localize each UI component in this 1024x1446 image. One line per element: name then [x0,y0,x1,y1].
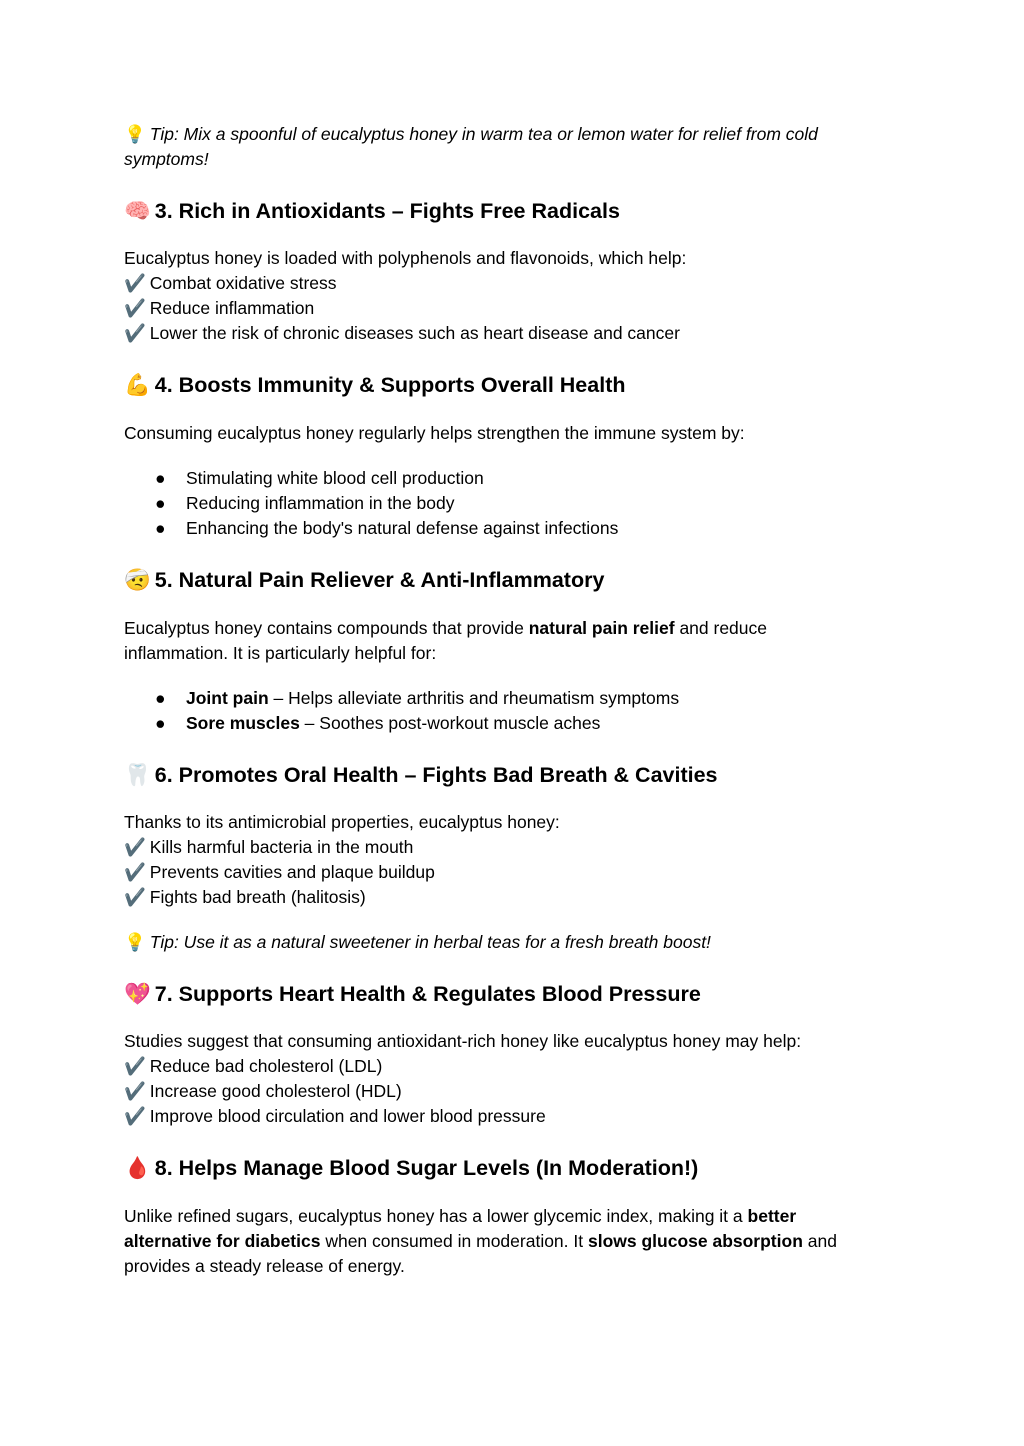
check-mark-icon: ✔️ [124,862,146,882]
paragraph: Eucalyptus honey is loaded with polyphenols and flavonoids, which help: [124,248,687,268]
section-heading-antioxidants [124,197,914,225]
check-item: ✔️ Reduce inflammation [124,298,315,318]
tip-text: Tip: Mix a spoonful of eucalyptus honey in warm tea or lemon water for relief from cold [149,124,818,144]
section-title: 6. Promotes Oral Health – Fights Bad Breath & Cavities [154,763,718,787]
check-item: ✔️ Reduce bad cholesterol (LDL) [124,1056,383,1076]
section-body-oral-health [124,810,914,910]
section-body-heart-health [124,1029,914,1129]
section-heading-pain-relief [124,566,914,594]
check-item: ✔️ Combat oxidative stress [124,273,337,293]
bullet-icon: ● [155,468,166,488]
section-heading-oral-health [124,761,914,789]
bullet-list-pain [124,686,914,736]
list-item: ● Stimulating white blood cell production [124,466,914,491]
paragraph: Studies suggest that consuming antioxidant-rich honey like eucalyptus honey may help: [124,1031,802,1051]
check-item: ✔️ Prevents cavities and plaque buildup [124,862,435,882]
tip-text: Tip: Use it as a natural sweetener in herbal teas for a fresh breath boost! [149,932,711,952]
paragraph: Thanks to its antimicrobial properties, eucalyptus honey: [124,812,560,832]
brain-icon: 🧠 [124,199,151,223]
head-bandage-icon: 🤕 [124,568,151,592]
check-item: ✔️ Lower the risk of chronic diseases such as heart disease and cancer [124,323,680,343]
bullet-icon: ● [155,713,166,733]
check-mark-icon: ✔️ [124,1106,146,1126]
section-body-antioxidants [124,246,914,346]
list-item: ● Joint pain – Helps alleviate arthritis and rheumatism symptoms [124,686,914,711]
check-mark-icon: ✔️ [124,1056,146,1076]
bullet-icon: ● [155,493,166,513]
sparkling-heart-icon: 💖 [124,982,151,1006]
list-item: ● Sore muscles – Soothes post-workout muscle aches [124,711,914,736]
section-heading-blood-sugar [124,1154,914,1182]
section-heading-immunity [124,371,914,399]
section-heading-heart-health [124,980,914,1008]
check-mark-icon: ✔️ [124,323,146,343]
check-item: ✔️ Improve blood circulation and lower blood pressure [124,1106,546,1126]
lightbulb-icon: 💡 [124,124,146,144]
tip-text-continued: symptoms! [124,149,209,169]
tooth-icon: 🦷 [124,763,151,787]
list-item: ● Reducing inflammation in the body [124,491,914,516]
check-mark-icon: ✔️ [124,1081,146,1101]
bullet-icon: ● [155,688,166,708]
bullet-list-immunity [124,466,914,541]
check-item: ✔️ Kills harmful bacteria in the mouth [124,837,414,857]
section-title: 5. Natural Pain Reliever & Anti-Inflammatory [154,568,605,592]
blood-drop-icon: 🩸 [124,1156,151,1180]
flexed-biceps-icon: 💪 [124,373,151,397]
check-mark-icon: ✔️ [124,837,146,857]
check-mark-icon: ✔️ [124,887,146,907]
check-mark-icon: ✔️ [124,298,146,318]
tip-fresh-breath [124,930,914,955]
check-mark-icon: ✔️ [124,273,146,293]
paragraph: Unlike refined sugars, eucalyptus honey has a lower glycemic index, making it a better alternative for diabetics when consumed in moderation. It slows glucose absorption and provides a steady release of energy. [124,1206,837,1276]
paragraph: Eucalyptus honey contains compounds that provide natural pain relief and reduce inflammation. It is particularly helpful for: [124,618,768,663]
check-item: ✔️ Fights bad breath (halitosis) [124,887,366,907]
section-title: 4. Boosts Immunity & Supports Overall Health [154,373,626,397]
check-item: ✔️ Increase good cholesterol (HDL) [124,1081,402,1101]
lightbulb-icon: 💡 [124,932,146,952]
bullet-icon: ● [155,518,166,538]
section-title: 8. Helps Manage Blood Sugar Levels (In Moderation!) [154,1156,699,1180]
paragraph: Consuming eucalyptus honey regularly helps strengthen the immune system by: [124,423,745,443]
section-title: 7. Supports Heart Health & Regulates Blood Pressure [154,982,701,1006]
tip-cold-symptoms [124,122,914,172]
section-title: 3. Rich in Antioxidants – Fights Free Radicals [154,199,620,223]
list-item: ● Enhancing the body's natural defense against infections [124,516,914,541]
